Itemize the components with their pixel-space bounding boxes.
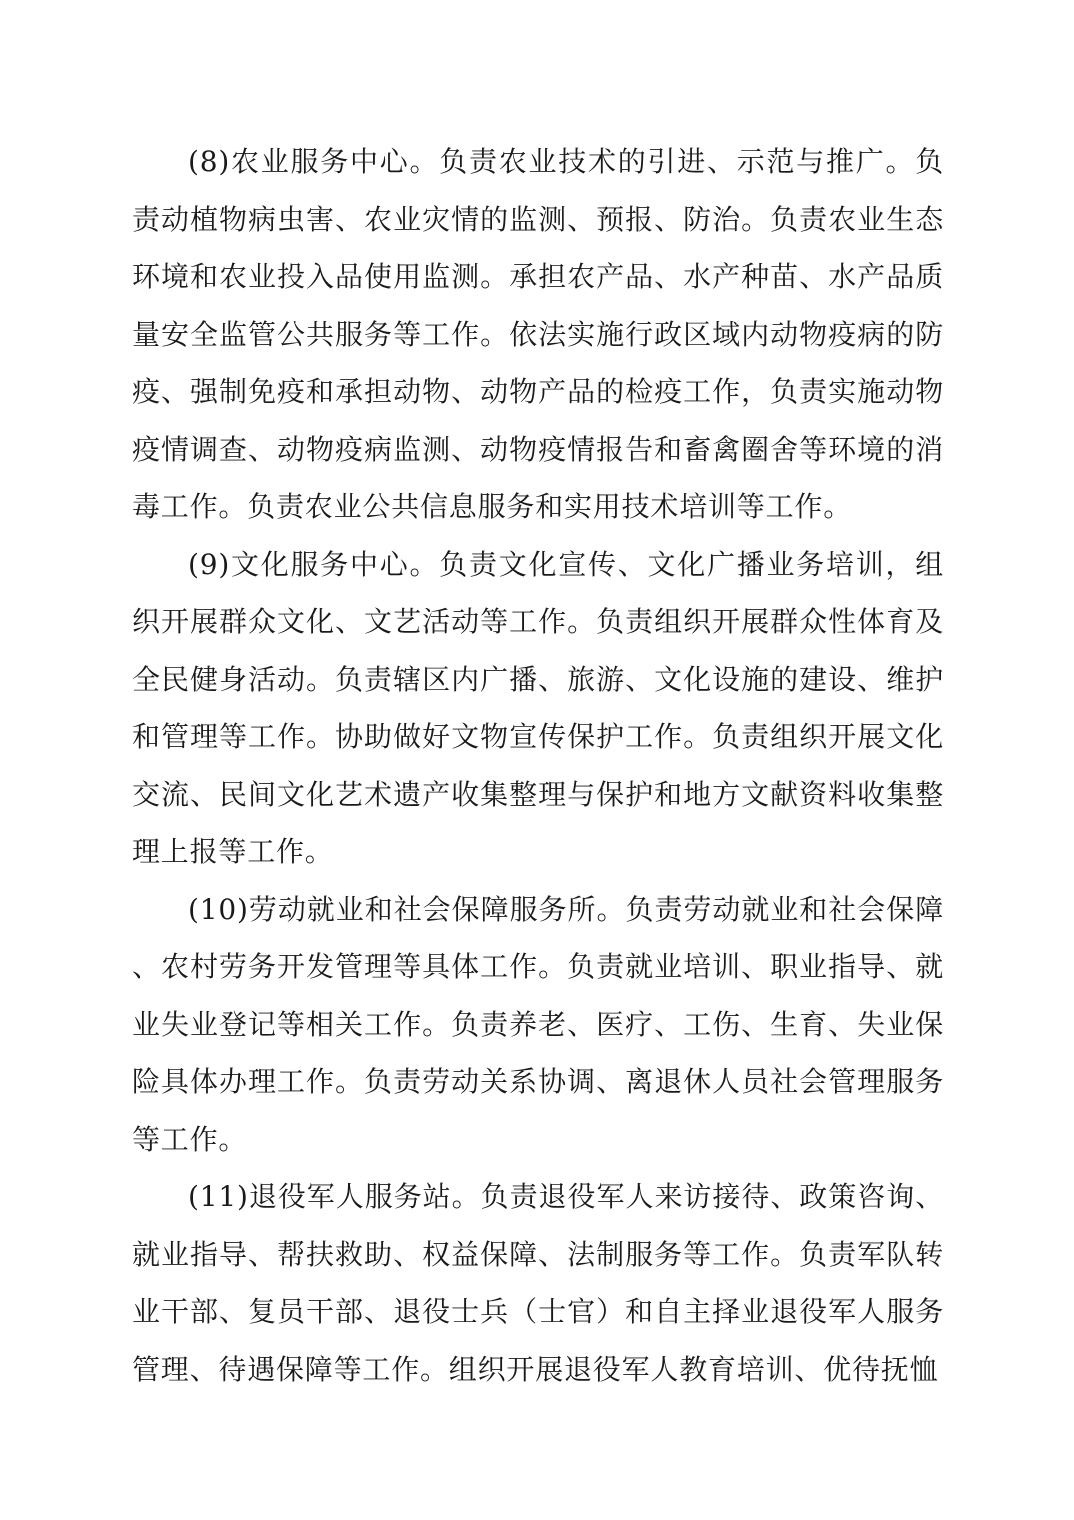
document-body: [132, 133, 944, 1398]
paragraph-agriculture-service-center: (8)农业服务中心。负责农业技术的引进、示范与推广。负责动植物病虫害、农业灾情的监测、预报、防治。负责农业生态环境和农业投入品使用监测。承担农产品、水产种苗、水产品质量安全监管公共服务等工作。依法实施行政区域内动物疫病的防疫、强制免疫和承担动物、动物产品的检疫工作，负责实施动物疫情调查、动物疫病监测、动物疫情报告和畜禽圈舍等环境的消毒工作。负责农业公共信息服务和实用技术培训等工作。: [132, 145, 944, 523]
paragraph-labor-employment-social-security: (10)劳动就业和社会保障服务所。负责劳动就业和社会保障、农村劳务开发管理等具体工作。负责就业培训、职业指导、就业失业登记等相关工作。负责养老、医疗、工伤、生育、失业保险具体办理工作。负责劳动关系协调、离退休人员社会管理服务等工作。: [132, 892, 944, 1156]
paragraph-veterans-service-station: (11)退役军人服务站。负责退役军人来访接待、政策咨询、就业指导、帮扶救助、权益保障、法制服务等工作。负责军队转业干部、复员干部、退役士兵（士官）和自主择业退役军人服务管理、待遇保障等工作。组织开展退役军人教育培训、优待抚恤: [132, 1180, 944, 1386]
paragraph-culture-service-center: (9)文化服务中心。负责文化宣传、文化广播业务培训，组织开展群众文化、文艺活动等工作。负责组织开展群众性体育及全民健身活动。负责辖区内广播、旅游、文化设施的建设、维护和管理等工作。协助做好文物宣传保护工作。负责组织开展文化交流、民间文化艺术遗产收集整理与保护和地方文献资料收集整理上报等工作。: [132, 547, 944, 868]
